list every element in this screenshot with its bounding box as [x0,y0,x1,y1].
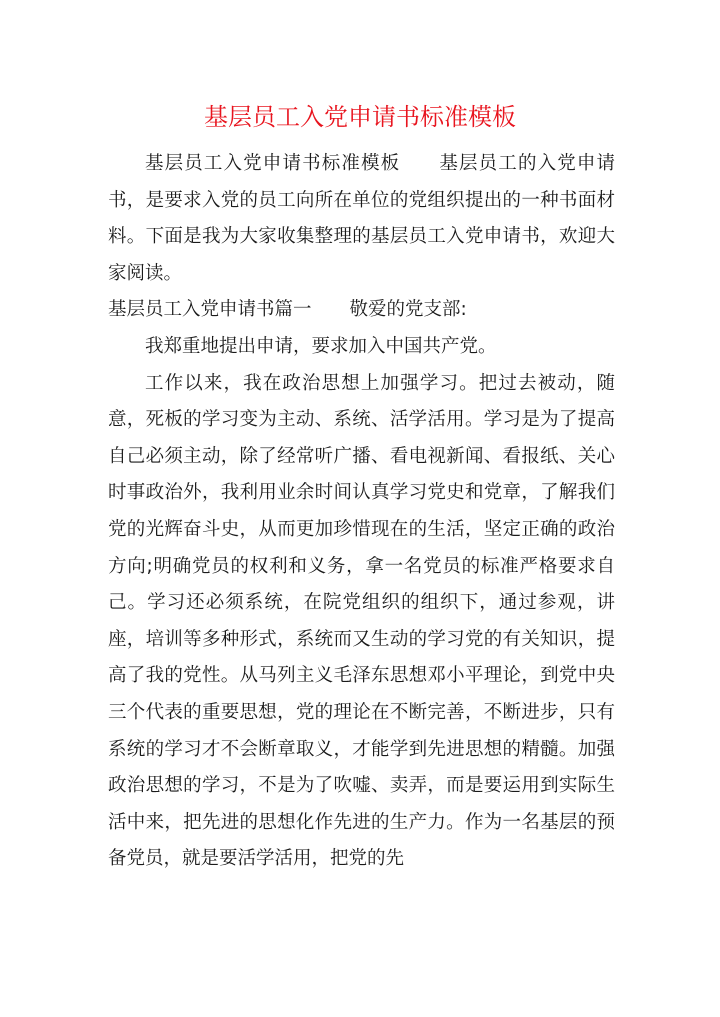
document-title: 基层员工入党申请书标准模板 [204,103,516,131]
intro-text: 基层员工的入党申请书，是要求入党的员工向所在单位的党组织提出的一种书面材料。下面是我为大家收集整理的基层员工入党申请书，欢迎大家阅读。 [108,153,615,284]
body-paragraph-1: 我郑重地提出申请，要求加入中国共产党。 [145,335,497,357]
salutation: 敬爱的党支部: [349,299,467,321]
body-paragraph-2: 工作以来，我在政治思想上加强学习。把过去被动，随意，死板的学习变为主动、系统、活学活用。学习是为了提高自己必须主动，除了经常听广播、看电视新闻、看报纸、关心时事政治外，我利用业余时间认真学习党史和党章，了解我们党的光辉奋斗史，从而更加珍惜现在的生活，坚定正确的政治方向;明确党员的权利和义务，拿一名党员的标准严格要求自己。学习还必须系统，在院党组织的组织下，通过参观，讲座，培训等多种形式，系统而又生动的学习党的有关知识，提高了我的党性。从马列主义毛泽东思想邓小平理论，到党中央三个代表的重要思想，党的理论在不断完善，不断进步，只有系统的学习才不会断章取义，才能学到先进思想的精髓。加强政治思想的学习，不是为了吹嘘、卖弄，而是要运用到实际生活中来，把先进的思想化作先进的生产力。作为一名基层的预备党员，就是要活学活用，把党的先 [108,372,615,870]
intro-lead: 基层员工入党申请书标准模板 [145,153,401,174]
intro-paragraph [108,146,615,292]
section-heading-line [108,292,615,329]
document-body [108,146,615,878]
section-heading: 基层员工入党申请书篇一 [108,299,312,321]
